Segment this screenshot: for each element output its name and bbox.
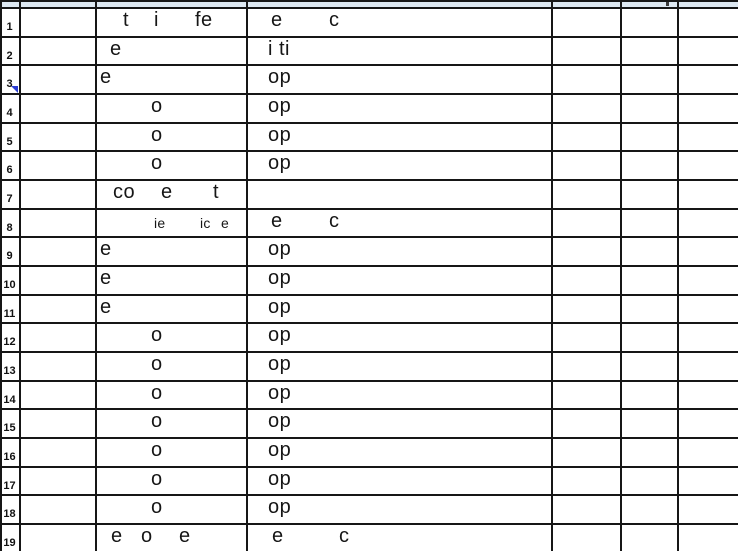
cell-F2[interactable] (677, 36, 738, 65)
cell-F1[interactable] (677, 7, 738, 36)
cell-B16[interactable] (95, 437, 246, 466)
cell-text-fragment: op (268, 353, 292, 375)
cell-B4[interactable] (95, 93, 246, 122)
cell-text-fragment: e (271, 209, 283, 232)
cell-D2[interactable] (551, 36, 620, 65)
cell-B11[interactable] (95, 294, 246, 323)
cell-C9[interactable] (246, 236, 551, 265)
cell-F16[interactable] (677, 437, 738, 466)
cell-text-fragment: e (179, 525, 191, 547)
cell-F9[interactable] (677, 236, 738, 265)
cell-text-fragment: op (268, 267, 292, 289)
cell-text-fragment: i (268, 37, 273, 60)
row-number: 12 (3, 336, 16, 349)
cell-B6[interactable] (95, 150, 246, 179)
cell-E1[interactable] (620, 7, 677, 36)
cell-D17[interactable] (551, 466, 620, 495)
cell-text-fragment: e (271, 9, 283, 31)
cell-text-fragment: e (272, 525, 284, 547)
row-number: 9 (6, 250, 13, 263)
cell-F6[interactable] (677, 150, 738, 179)
cell-E8[interactable] (620, 208, 677, 237)
cell-C5[interactable] (246, 122, 551, 151)
cell-text-fragment: op (268, 381, 292, 404)
cell-D16[interactable] (551, 437, 620, 466)
cell-text-fragment: e (100, 267, 112, 289)
cell-C2[interactable] (246, 36, 551, 65)
cell-B1[interactable] (95, 7, 246, 36)
cell-A17[interactable] (19, 466, 95, 495)
cell-C18[interactable] (246, 494, 551, 523)
cell-E3[interactable] (620, 64, 677, 93)
cell-A1[interactable] (19, 7, 95, 36)
cell-D14[interactable] (551, 380, 620, 409)
cell-text-fragment: c (329, 209, 340, 232)
cell-text-fragment: op (268, 410, 292, 433)
cell-text-fragment: o (151, 324, 163, 347)
cell-C1[interactable] (246, 7, 551, 36)
cell-A15[interactable] (19, 408, 95, 437)
cell-E6[interactable] (620, 150, 677, 179)
cell-text-fragment: o (151, 353, 163, 375)
cell-A12[interactable] (19, 322, 95, 351)
cell-F14[interactable] (677, 380, 738, 409)
cell-F8[interactable] (677, 208, 738, 237)
cell-D12[interactable] (551, 322, 620, 351)
row-number: 8 (6, 221, 13, 234)
cell-B5[interactable] (95, 122, 246, 151)
cell-text-fragment: o (151, 152, 163, 175)
cell-D13[interactable] (551, 351, 620, 380)
cell-E17[interactable] (620, 466, 677, 495)
row-number: 19 (3, 537, 16, 549)
cell-text-fragment: e (161, 181, 173, 203)
cell-text-fragment: t (123, 9, 130, 31)
cell-F11[interactable] (677, 294, 738, 323)
cell-E16[interactable] (620, 437, 677, 466)
cell-text-fragment: ic (200, 214, 211, 231)
cell-A5[interactable] (19, 122, 95, 151)
cell-A9[interactable] (19, 236, 95, 265)
cell-A7[interactable] (19, 179, 95, 208)
row-number: 15 (3, 422, 16, 435)
cell-C17[interactable] (246, 466, 551, 495)
cell-text-fragment: op (268, 324, 292, 347)
cell-C8[interactable] (246, 208, 551, 237)
cell-text-fragment: op (268, 295, 292, 318)
cell-A8[interactable] (19, 208, 95, 237)
cell-text-fragment: e (100, 295, 112, 318)
cell-text-fragment: ti (279, 37, 290, 60)
row-number: 4 (6, 107, 13, 119)
cell-D11[interactable] (551, 294, 620, 323)
cell-E9[interactable] (620, 236, 677, 265)
cell-E4[interactable] (620, 93, 677, 122)
cell-C14[interactable] (246, 380, 551, 409)
cell-F15[interactable] (677, 408, 738, 437)
cell-F12[interactable] (677, 322, 738, 351)
cell-E19[interactable] (620, 523, 677, 552)
cell-B3[interactable] (95, 64, 246, 93)
row-number: 10 (3, 279, 16, 291)
cell-text-fragment: op (268, 496, 292, 519)
cell-E12[interactable] (620, 322, 677, 351)
row-number: 1 (6, 21, 13, 33)
cell-text-fragment: ie (154, 214, 166, 231)
row-number: 13 (3, 365, 16, 377)
cell-text-fragment: o (151, 123, 163, 146)
row-number: 6 (6, 164, 13, 177)
cell-text-fragment: e (110, 37, 122, 60)
cell-text-fragment: co (113, 181, 136, 203)
cell-text-fragment: op (268, 238, 292, 261)
cell-B9[interactable] (95, 236, 246, 265)
cell-text-fragment: o (151, 95, 163, 117)
cell-E7[interactable] (620, 179, 677, 208)
cell-text-fragment: e (100, 66, 112, 89)
row-number: 5 (6, 135, 13, 148)
cell-C10[interactable] (246, 265, 551, 294)
cell-text-fragment: e (111, 525, 123, 547)
row-number: 16 (3, 451, 16, 463)
cell-B17[interactable] (95, 466, 246, 495)
cell-text-fragment: c (339, 525, 350, 547)
cell-D10[interactable] (551, 265, 620, 294)
row-number: 2 (6, 49, 13, 62)
cell-E10[interactable] (620, 265, 677, 294)
cell-text-fragment: op (268, 439, 292, 461)
cell-F18[interactable] (677, 494, 738, 523)
cell-D1[interactable] (551, 7, 620, 36)
cell-F10[interactable] (677, 265, 738, 294)
cell-C12[interactable] (246, 322, 551, 351)
cell-C19[interactable] (246, 523, 551, 552)
cell-A14[interactable] (19, 380, 95, 409)
cell-D9[interactable] (551, 236, 620, 265)
cell-A11[interactable] (19, 294, 95, 323)
cell-D5[interactable] (551, 122, 620, 151)
cell-text-fragment: op (268, 152, 292, 175)
cell-text-fragment: op (268, 66, 292, 89)
cell-text-fragment: o (151, 410, 163, 433)
cell-B12[interactable] (95, 322, 246, 351)
cell-D6[interactable] (551, 150, 620, 179)
cell-E18[interactable] (620, 494, 677, 523)
cell-F17[interactable] (677, 466, 738, 495)
cell-B18[interactable] (95, 494, 246, 523)
cell-B15[interactable] (95, 408, 246, 437)
cell-B14[interactable] (95, 380, 246, 409)
cell-E2[interactable] (620, 36, 677, 65)
cell-E5[interactable] (620, 122, 677, 151)
cell-text-fragment: op (268, 467, 292, 490)
cell-text-fragment: i (154, 9, 159, 31)
cell-text-fragment: c (329, 9, 340, 31)
cell-E14[interactable] (620, 380, 677, 409)
cell-A19[interactable] (19, 523, 95, 552)
cell-F3[interactable] (677, 64, 738, 93)
partial-column-letter-glyph (666, 2, 669, 6)
cell-A13[interactable] (19, 351, 95, 380)
cell-text-fragment: o (151, 467, 163, 490)
cell-D15[interactable] (551, 408, 620, 437)
cell-text-fragment: op (268, 123, 292, 146)
row-number: 11 (3, 307, 16, 320)
cell-F13[interactable] (677, 351, 738, 380)
cell-C6[interactable] (246, 150, 551, 179)
cell-text-fragment: o (151, 439, 163, 461)
cell-A6[interactable] (19, 150, 95, 179)
cell-B13[interactable] (95, 351, 246, 380)
grid-top-border (0, 0, 738, 2)
cell-text-fragment: o (151, 381, 163, 404)
cell-F7[interactable] (677, 179, 738, 208)
cell-text-fragment: o (151, 496, 163, 519)
cell-E15[interactable] (620, 408, 677, 437)
cell-C13[interactable] (246, 351, 551, 380)
cell-A16[interactable] (19, 437, 95, 466)
cell-A2[interactable] (19, 36, 95, 65)
cell-A4[interactable] (19, 93, 95, 122)
cell-A10[interactable] (19, 265, 95, 294)
cell-F4[interactable] (677, 93, 738, 122)
row-number: 7 (6, 193, 13, 205)
cell-text-fragment: fe (195, 9, 213, 31)
cell-F5[interactable] (677, 122, 738, 151)
row-number: 18 (3, 508, 16, 521)
cell-D18[interactable] (551, 494, 620, 523)
cell-text-fragment: e (100, 238, 112, 261)
cell-C4[interactable] (246, 93, 551, 122)
cell-C15[interactable] (246, 408, 551, 437)
cell-text-fragment: o (141, 525, 153, 547)
cell-A18[interactable] (19, 494, 95, 523)
row-number: 3 (6, 78, 13, 91)
row-number: 17 (3, 479, 16, 492)
cell-C16[interactable] (246, 437, 551, 466)
cell-C11[interactable] (246, 294, 551, 323)
cell-D19[interactable] (551, 523, 620, 552)
cell-D4[interactable] (551, 93, 620, 122)
cell-text-fragment: e (221, 214, 230, 231)
cell-E11[interactable] (620, 294, 677, 323)
cell-C3[interactable] (246, 64, 551, 93)
cell-A3[interactable] (19, 64, 95, 93)
row-number: 14 (3, 393, 16, 406)
cell-F19[interactable] (677, 523, 738, 552)
cell-E13[interactable] (620, 351, 677, 380)
cell-D7[interactable] (551, 179, 620, 208)
cell-D8[interactable] (551, 208, 620, 237)
cell-text-fragment: op (268, 95, 292, 117)
cell-text-fragment: t (213, 181, 220, 203)
cell-D3[interactable] (551, 64, 620, 93)
cell-C7[interactable] (246, 179, 551, 208)
cell-B10[interactable] (95, 265, 246, 294)
